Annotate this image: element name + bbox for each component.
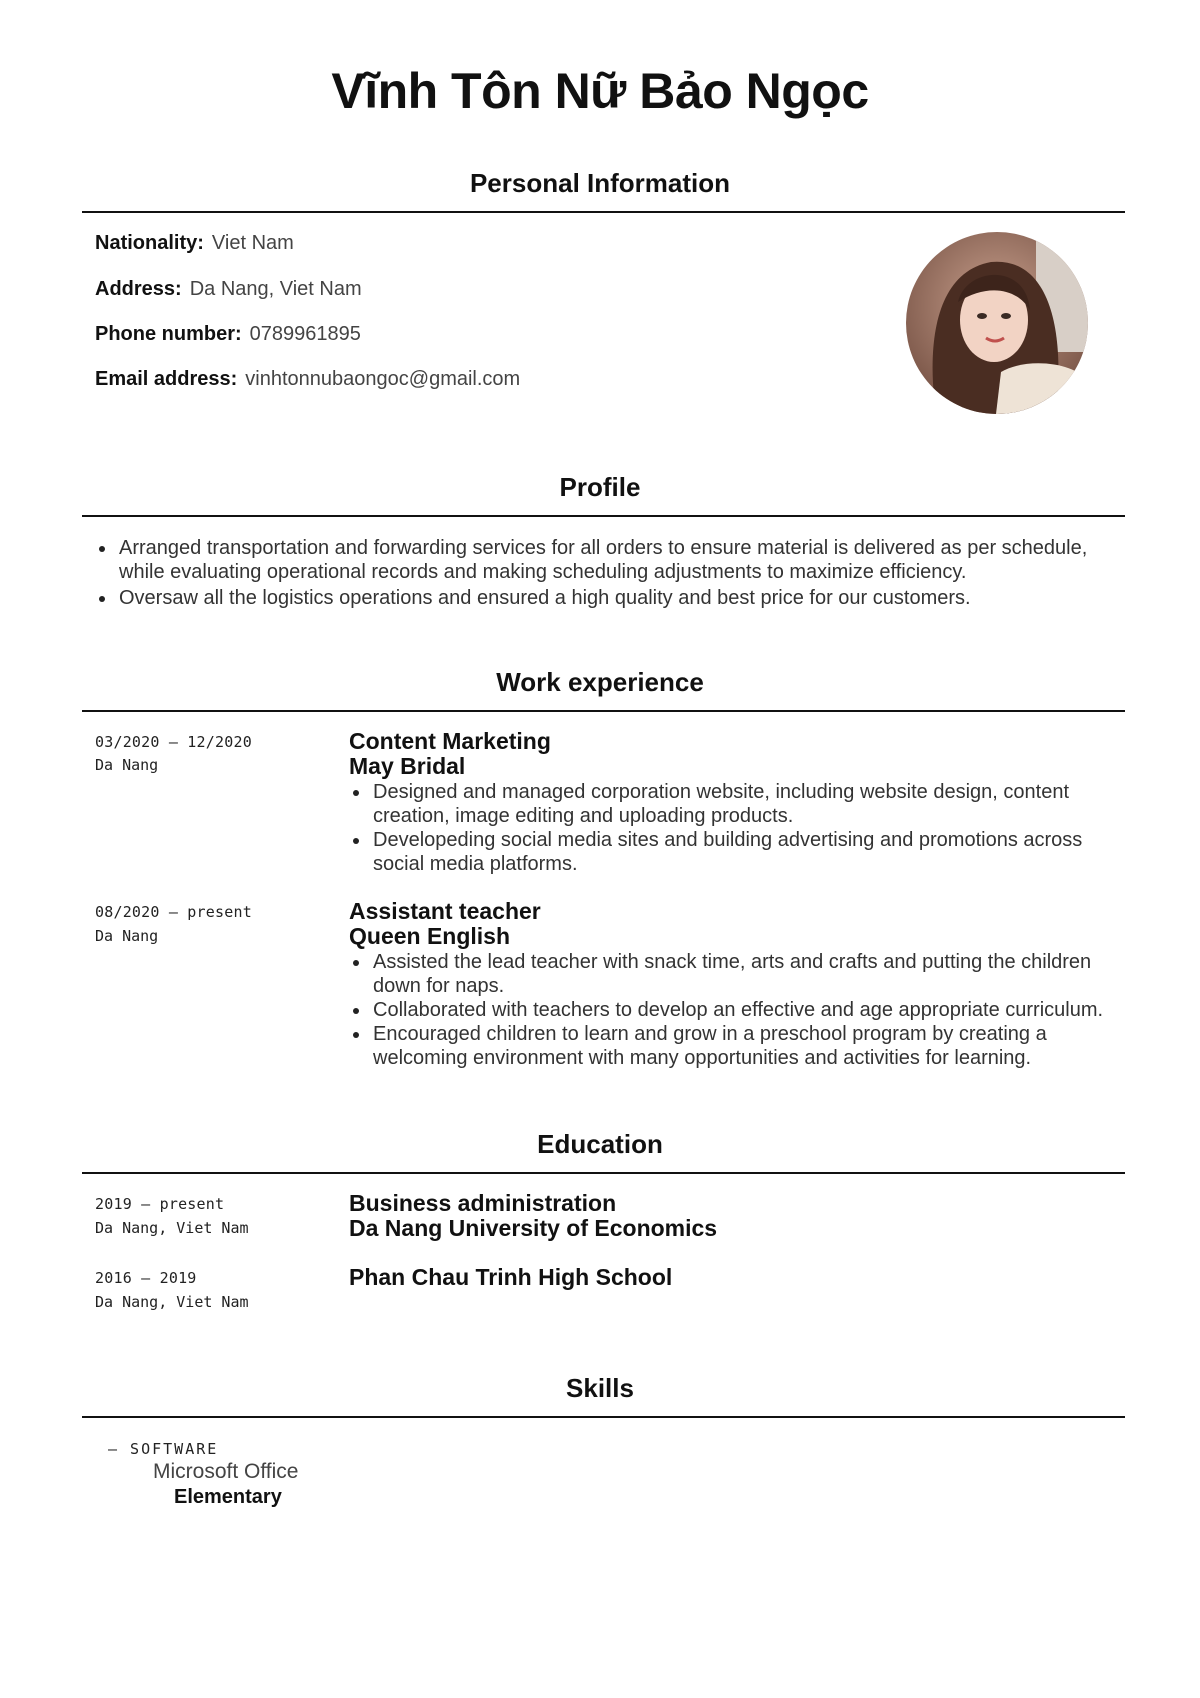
job-location: Da Nang [95, 756, 159, 774]
job-company: May Bridal [349, 753, 466, 779]
education-location: Da Nang, Viet Nam [95, 1219, 249, 1237]
phone-label: Phone number: [95, 323, 242, 345]
skill-level: Elementary [174, 1486, 282, 1508]
skill-name: Microsoft Office [153, 1460, 299, 1483]
email-row [95, 368, 520, 391]
section-divider [82, 710, 1125, 712]
job-title: Assistant teacher [349, 898, 541, 924]
section-divider [82, 211, 1125, 213]
job-bullets [349, 950, 1109, 1070]
nationality-label: Nationality: [95, 232, 204, 254]
job-bullet: Encouraged children to learn and grow in a preschool program by creating a welcoming environment with many opportunities and activities for learning. [349, 1022, 1109, 1070]
profile-photo [906, 232, 1088, 414]
address-value: Da Nang, Viet Nam [189, 278, 362, 300]
profile-item: Arranged transportation and forwarding services for all orders to ensure material is delivered as per schedule, while evaluating operational records and making scheduling adjustments to maximize efficiency. [95, 536, 1095, 584]
job-company: Queen English [349, 923, 511, 949]
education-school: Da Nang University of Economics [349, 1215, 718, 1241]
education-degree: Business administration [349, 1190, 617, 1216]
job-bullet: Assisted the lead teacher with snack time, arts and crafts and putting the children down for naps. [349, 950, 1109, 998]
section-divider [82, 1172, 1125, 1174]
email-label: Email address: [95, 368, 238, 390]
job-bullet: Collaborated with teachers to develop an effective and age appropriate curriculum. [349, 998, 1109, 1022]
nationality-value: Viet Nam [211, 232, 294, 254]
address-label: Address: [95, 278, 182, 300]
section-title-work: Work experience [496, 667, 704, 697]
job-dates: 08/2020 – present [95, 903, 252, 921]
section-title-personal: Personal Information [469, 168, 731, 198]
skill-category: – SOFTWARE [108, 1440, 219, 1458]
job-title: Content Marketing [349, 728, 551, 754]
address-row [95, 278, 362, 301]
candidate-name: Vĩnh Tôn Nữ Bảo Ngọc [331, 63, 869, 119]
job-bullet: Designed and managed corporation website, including website design, content creation, image editing and uploading products. [349, 780, 1109, 828]
phone-value: 0789961895 [249, 323, 361, 345]
profile-list [95, 536, 1095, 612]
education-school: Phan Chau Trinh High School [349, 1264, 673, 1290]
section-divider [82, 515, 1125, 517]
education-location: Da Nang, Viet Nam [95, 1293, 249, 1311]
email-value: vinhtonnubaongoc@gmail.com [245, 368, 521, 390]
section-title-skills: Skills [566, 1373, 634, 1403]
phone-row [95, 323, 361, 346]
job-bullet: Developeding social media sites and building advertising and promotions across social media platforms. [349, 828, 1109, 876]
nationality-row [95, 232, 294, 255]
job-bullets [349, 780, 1109, 876]
job-dates: 03/2020 – 12/2020 [95, 733, 252, 751]
section-divider [82, 1416, 1125, 1418]
section-title-profile: Profile [559, 472, 641, 502]
job-location: Da Nang [95, 927, 159, 945]
education-dates: 2019 – present [95, 1195, 225, 1213]
education-dates: 2016 – 2019 [95, 1269, 197, 1287]
section-title-education: Education [537, 1129, 663, 1159]
profile-item: Oversaw all the logistics operations and ensured a high quality and best price for our customers. [95, 586, 1095, 610]
